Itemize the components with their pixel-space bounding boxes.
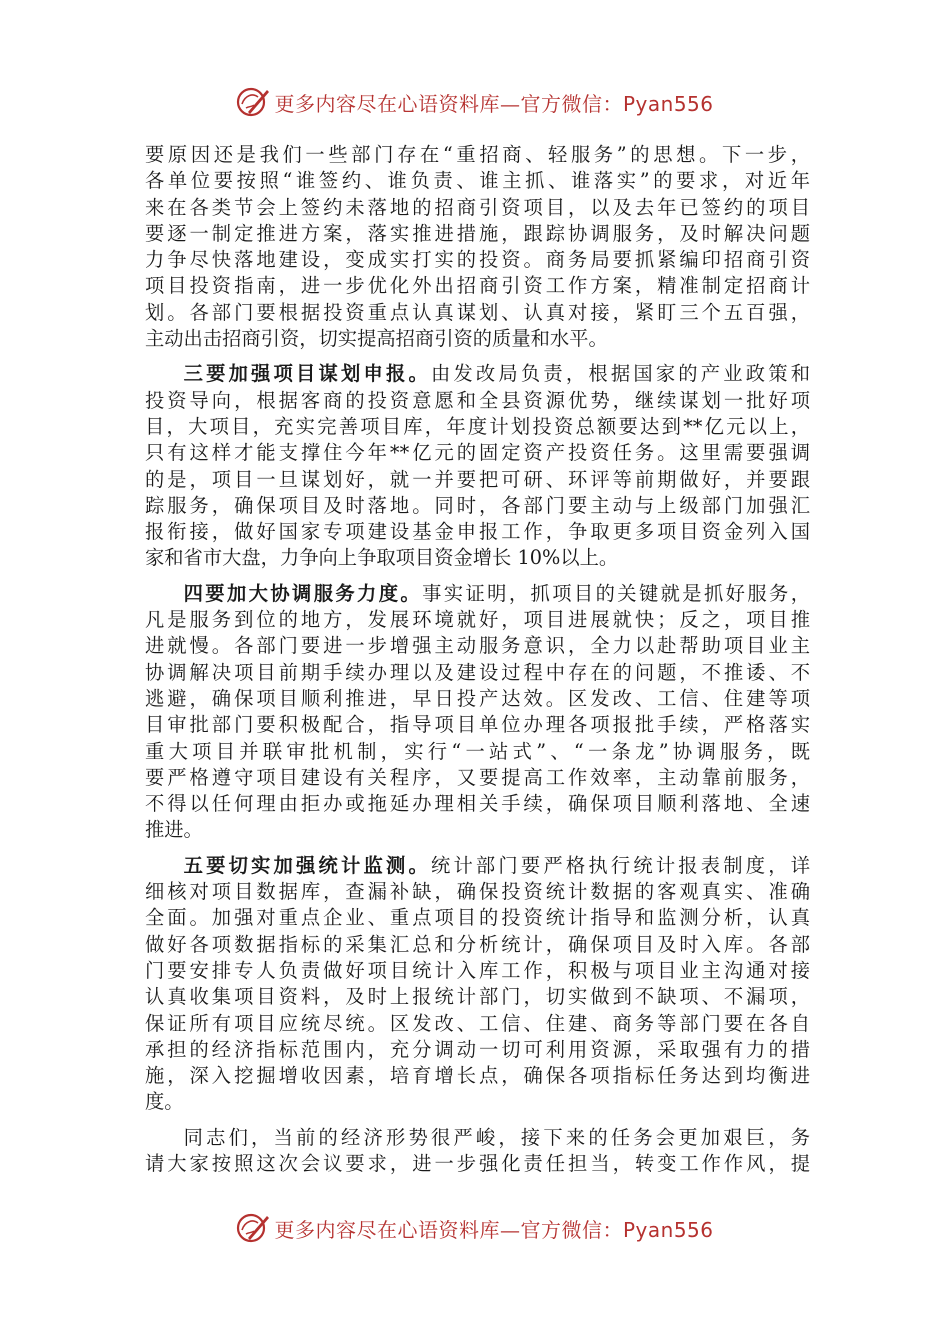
text-line: 全面。加强对重点企业、重点项目的投资统计指导和监测分析，认真 bbox=[145, 906, 810, 930]
text-line: 划。各部门要根据投资重点认真谋划、认真对接，紧盯三个五百强， bbox=[145, 300, 810, 324]
text-line: 踪服务，确保项目及时落地。同时，各部门要主动与上级部门加强汇 bbox=[145, 493, 810, 517]
header-banner bbox=[0, 82, 950, 122]
text-line: 认真收集项目资料，及时上报统计部门，切实做到不缺项、不漏项， bbox=[145, 985, 810, 1009]
pen-logo-icon bbox=[236, 1211, 270, 1245]
text-line: 的是，项目一旦谋划好，就一并要把可研、环评等前期做好，并要跟 bbox=[145, 467, 810, 491]
text-line: 施，深入挖掘增收因素，培育增长点，确保各项指标任务达到均衡进 bbox=[145, 1064, 810, 1088]
paragraph-3 bbox=[145, 581, 810, 844]
section-heading: 四要加大协调服务力度。 bbox=[183, 581, 423, 605]
document-body bbox=[145, 142, 810, 1177]
banner-text: 更多内容尽在心语资料库—官方微信：Pyan556 bbox=[274, 1217, 714, 1242]
text-line: 要原因还是我们一些部门存在“重招商、轻服务”的思想。下一步， bbox=[145, 143, 810, 166]
banner-text: 更多内容尽在心语资料库—官方微信：Pyan556 bbox=[274, 91, 714, 116]
text-line: 家和省市大盘，力争向上争取项目资金增长 10%以上。 bbox=[145, 546, 619, 570]
text-line: 同志们，当前的经济形势很严峻，接下来的任务会更加艰巨，务 bbox=[183, 1125, 810, 1149]
text-line: 协调解决项目前期手续办理以及建设过程中存在的问题，不推诿、不 bbox=[145, 660, 810, 684]
text-line: 来在各类节会上签约未落地的招商引资项目，以及去年已签约的项目 bbox=[145, 195, 810, 219]
text-line: 推进。 bbox=[145, 818, 203, 842]
text-line: 请大家按照这次会议要求，进一步强化责任担当，转变工作作风，提 bbox=[145, 1151, 810, 1175]
paragraph-5 bbox=[145, 1125, 810, 1178]
text-line: 重大项目并联审批机制，实行“一站式”、“一条龙”协调服务，既 bbox=[145, 739, 810, 763]
text-line: 细核对项目数据库，查漏补缺，确保投资统计数据的客观真实、准确 bbox=[145, 880, 810, 904]
text-line: 三要加强项目谋划申报。由发改局负责，根据国家的产业政策和 bbox=[183, 362, 811, 386]
text-line: 各单位要按照“谁签约、谁负责、谁主抓、谁落实”的要求，对近年 bbox=[145, 169, 810, 193]
text-line: 要逐一制定推进方案，落实推进措施，跟踪协调服务，及时解决问题 bbox=[145, 221, 810, 245]
text-line: 只有这样才能支撑住今年**亿元的固定资产投资任务。这里需要强调 bbox=[145, 441, 810, 465]
text-line: 做好各项数据指标的采集汇总和分析统计，确保项目及时入库。各部 bbox=[145, 932, 810, 956]
text-line: 门要安排专人负责做好项目统计入库工作，积极与项目业主沟通对接 bbox=[145, 958, 810, 982]
paragraph-1 bbox=[145, 142, 810, 352]
text-line: 保证所有项目应统尽统。区发改、工信、住建、商务等部门要在各自 bbox=[145, 1011, 810, 1035]
paragraph-4 bbox=[145, 853, 810, 1116]
text-line: 五要切实加强统计监测。统计部门要严格执行统计报表制度，详 bbox=[183, 853, 811, 877]
wechat-id: Pyan556 bbox=[622, 1217, 714, 1242]
text-line: 要严格遵守项目建设有关程序，又要提高工作效率，主动靠前服务， bbox=[145, 765, 810, 789]
text-line: 项目投资指南，进一步优化外出招商引资工作方案，精准制定招商计 bbox=[145, 274, 810, 298]
text-line: 进就慢。各部门要进一步增强主动服务意识，全力以赴帮助项目业主 bbox=[145, 634, 810, 658]
text-line: 承担的经济指标范围内，充分调动一切可利用资源，采取强有力的措 bbox=[145, 1037, 810, 1061]
pen-logo-icon bbox=[236, 85, 270, 119]
text-line: 投资导向，根据客商的投资意愿和全县资源优势，继续谋划一批好项 bbox=[145, 388, 810, 412]
text-line: 凡是服务到位的地方，发展环境就好，项目进展就快；反之，项目推 bbox=[145, 608, 810, 632]
text-line: 度。 bbox=[145, 1090, 184, 1114]
text-line: 不得以任何理由拒办或拖延办理相关手续，确保项目顺利落地、全速 bbox=[145, 792, 810, 816]
wechat-id: Pyan556 bbox=[622, 91, 714, 116]
text-line: 目审批部门要积极配合，指导项目单位办理各项报批手续，严格落实 bbox=[145, 713, 810, 737]
text-line: 力争尽快落地建设，变成实打实的投资。商务局要抓紧编印招商引资 bbox=[145, 248, 810, 272]
text-line: 主动出击招商引资，切实提高招商引资的质量和水平。 bbox=[145, 327, 608, 351]
section-heading: 三要加强项目谋划申报。 bbox=[183, 362, 431, 386]
text-line: 逃避，确保项目顺利推进，早日投产达效。区发改、工信、住建等项 bbox=[145, 686, 810, 710]
footer-banner bbox=[0, 1208, 950, 1248]
paragraph-2 bbox=[145, 361, 810, 571]
text-line: 目，大项目，充实完善项目库，年度计划投资总额要达到**亿元以上， bbox=[145, 414, 810, 438]
text-line: 四要加大协调服务力度。事实证明，抓项目的关键就是抓好服务， bbox=[183, 581, 811, 605]
text-line: 报衔接，做好国家专项建设基金申报工作，争取更多项目资金列入国 bbox=[145, 520, 810, 544]
section-heading: 五要切实加强统计监测。 bbox=[183, 853, 431, 877]
